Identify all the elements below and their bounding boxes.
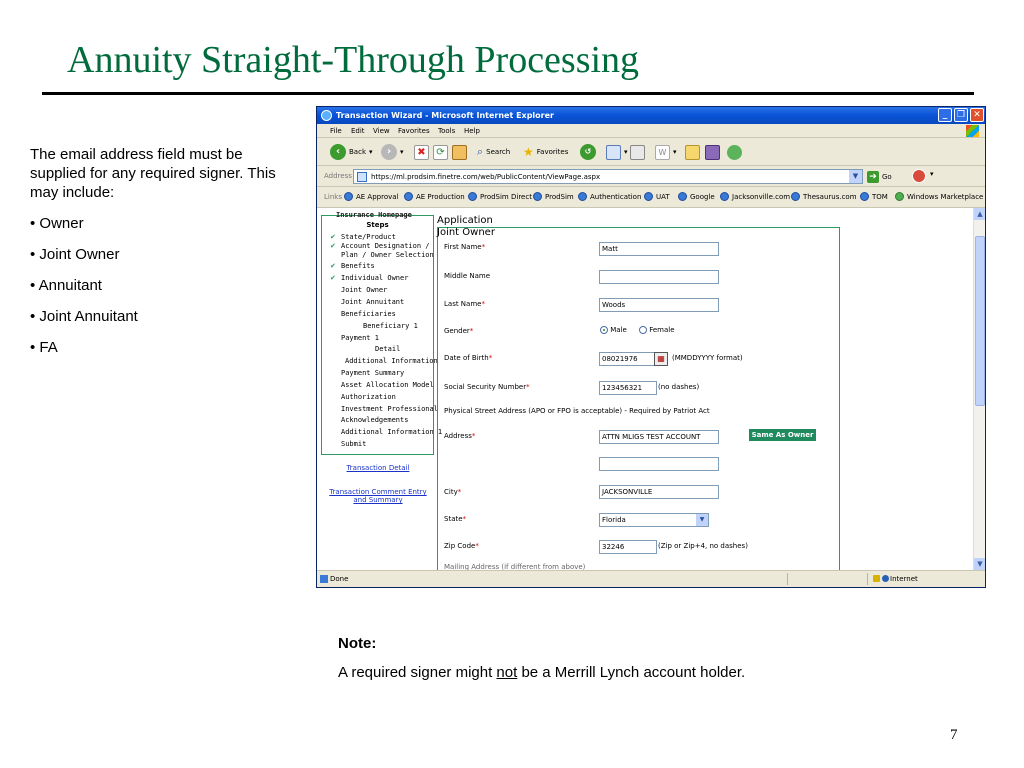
windows-logo-icon	[966, 125, 979, 137]
link-thesaurus[interactable]	[791, 192, 857, 201]
close-button[interactable]: ✕	[970, 108, 984, 122]
menu-favorites[interactable]: Favorites	[398, 127, 430, 135]
step-investment-professional[interactable]	[341, 405, 438, 414]
browser-window	[316, 106, 986, 588]
stop-button[interactable]	[414, 142, 429, 162]
dob-input[interactable]: 08021976	[599, 352, 655, 366]
status-divider	[787, 573, 788, 585]
internet-globe-icon	[882, 575, 889, 582]
address-bar	[317, 166, 985, 187]
step-acknowledgements[interactable]	[341, 416, 408, 425]
menu-file[interactable]: File	[330, 127, 342, 135]
standard-toolbar	[317, 138, 985, 166]
address-line1-input[interactable]: ATTN MLIGS TEST ACCOUNT	[599, 430, 719, 444]
address-input[interactable]	[353, 169, 863, 184]
calendar-icon[interactable]: ▦	[654, 352, 668, 366]
link-label: Jacksonville.com	[732, 192, 791, 201]
steps-heading: Steps	[366, 221, 389, 229]
checkmark-icon: ✔	[330, 262, 336, 270]
zip-input[interactable]: 32246	[599, 540, 657, 554]
label-text: Address	[444, 432, 472, 440]
mailing-address-label: Mailing Address (if different from above)	[444, 563, 586, 570]
search-label: Search	[486, 148, 511, 156]
vertical-scrollbar[interactable]	[973, 208, 985, 570]
history-button[interactable]	[580, 142, 596, 162]
menu-bar	[317, 124, 985, 138]
link-ae-production[interactable]	[404, 192, 465, 201]
gender-label	[444, 327, 473, 335]
label-text: State	[444, 515, 463, 523]
url-text: https://ml.prodsim.finetre.com/web/PublicContent/ViewPage.aspx	[371, 173, 601, 181]
chevron-down-icon[interactable]: ▼	[696, 514, 708, 526]
step-account-designation[interactable]	[330, 242, 430, 251]
state-value: Florida	[602, 516, 626, 524]
address-line2-input[interactable]	[599, 457, 719, 471]
refresh-button[interactable]	[433, 142, 448, 162]
security-zone-text: Internet	[890, 575, 918, 583]
link-label: Thesaurus.com	[803, 192, 857, 201]
favorites-button[interactable]	[523, 142, 568, 162]
step-label: Individual Owner	[341, 274, 409, 282]
link-authentication[interactable]	[578, 192, 641, 201]
extension-dropdown-icon[interactable]: ▾	[930, 170, 934, 178]
step-authorization[interactable]	[341, 393, 396, 402]
city-label	[444, 488, 461, 496]
step-detail[interactable]	[375, 345, 400, 354]
page-icon	[357, 172, 367, 182]
word-edit-icon: W	[655, 145, 670, 160]
page-number: 7	[950, 727, 958, 743]
ie-page-icon	[533, 192, 542, 201]
link-label: Windows Marketplace	[907, 192, 984, 201]
step-label: Beneficiaries	[341, 310, 396, 318]
messenger-icon	[727, 145, 742, 160]
label-text: Gender	[444, 327, 470, 335]
step-label: State/Product	[341, 233, 396, 241]
checkmark-icon: ✔	[330, 242, 336, 250]
step-joint-owner[interactable]	[341, 286, 387, 295]
ie-page-icon	[644, 192, 653, 201]
note-before: A required signer might	[338, 664, 497, 681]
status-text: Done	[330, 575, 349, 583]
step-asset-allocation-model[interactable]	[341, 381, 434, 390]
transaction-detail-link[interactable]: Transaction Detail	[346, 464, 410, 472]
link-label: AE Approval	[356, 192, 399, 201]
required-mark: *	[526, 383, 530, 391]
forward-dropdown-icon: ▾	[400, 148, 404, 156]
link-prodsim-direct[interactable]	[468, 192, 532, 201]
print-button[interactable]	[630, 142, 645, 162]
step-label: Investment Professional	[341, 405, 438, 413]
scroll-up-icon[interactable]: ▲	[974, 208, 985, 220]
back-button[interactable]	[330, 142, 373, 162]
step-additional-information[interactable]	[345, 357, 438, 366]
link-windows-marketplace[interactable]	[895, 192, 983, 201]
edit-button[interactable]	[655, 142, 677, 162]
scroll-thumb[interactable]	[975, 236, 985, 406]
link-label: TOM	[872, 192, 888, 201]
link-label: Google	[690, 192, 715, 201]
radio-selected-icon[interactable]	[600, 326, 608, 334]
folder-button[interactable]	[685, 142, 700, 162]
forward-arrow-icon: ›	[381, 144, 397, 160]
required-mark: *	[469, 327, 474, 335]
gender-female-option[interactable]	[639, 326, 675, 334]
research-button[interactable]	[705, 142, 720, 162]
required-mark: *	[471, 432, 476, 440]
menu-help[interactable]: Help	[464, 127, 480, 135]
step-additional-information-1[interactable]	[341, 428, 442, 437]
radio-empty-icon[interactable]	[639, 326, 647, 334]
scroll-down-icon[interactable]: ▼	[974, 558, 985, 570]
step-individual-owner[interactable]	[330, 274, 409, 283]
link-label: Authentication	[590, 192, 642, 201]
first-name-input[interactable]: Matt	[599, 242, 719, 256]
gender-male-option[interactable]	[600, 326, 627, 334]
address-label	[444, 432, 475, 440]
ie-page-icon	[404, 192, 413, 201]
link-prodsim[interactable]	[533, 192, 574, 201]
city-input[interactable]: JACKSONVILLE	[599, 485, 719, 499]
step-label: Plan / Owner Selection	[341, 251, 434, 259]
home-button[interactable]	[452, 142, 467, 162]
step-label: Asset Allocation Model	[341, 381, 434, 389]
step-label: Additional Information	[345, 357, 438, 365]
link-jacksonville[interactable]	[720, 192, 790, 201]
zip-hint: (Zip or Zip+4, no dashes)	[658, 542, 748, 550]
back-dropdown-icon: ▾	[369, 148, 373, 156]
ssn-label	[444, 383, 530, 391]
bullet-fa: • FA	[30, 339, 58, 356]
back-arrow-icon: ‹	[330, 144, 346, 160]
step-label: Acknowledgements	[341, 416, 409, 424]
ie-page-icon	[344, 192, 353, 201]
label-text: Zip Code	[444, 542, 476, 550]
bullet-joint-owner: • Joint Owner	[30, 246, 120, 263]
required-mark: *	[457, 488, 462, 496]
link-tom[interactable]	[860, 192, 888, 201]
step-label: Joint Owner	[341, 286, 388, 294]
insurance-homepage-heading: Insurance Homepage	[336, 211, 412, 219]
bullet-owner: • Owner	[30, 215, 84, 232]
link-google[interactable]	[678, 192, 715, 201]
last-name-input[interactable]: Woods	[599, 298, 719, 312]
edit-dropdown-icon: ▾	[673, 148, 677, 156]
menu-edit[interactable]: Edit	[351, 127, 365, 135]
label-text: First Name	[444, 243, 482, 251]
ssn-hint: (no dashes)	[658, 383, 700, 391]
dob-label	[444, 354, 492, 362]
comment-link-line-1: Transaction Comment Entry	[329, 488, 427, 496]
zip-label	[444, 542, 479, 550]
research-icon	[705, 145, 720, 160]
maximize-button[interactable]: ❐	[954, 108, 968, 122]
note-after: be a Merrill Lynch account holder.	[517, 664, 746, 681]
title-bar	[317, 107, 985, 124]
home-icon	[452, 145, 467, 160]
dob-format-hint: (MMDDYYYY format)	[672, 354, 743, 362]
step-state-product[interactable]	[330, 233, 396, 242]
checkmark-icon: ✔	[330, 233, 336, 241]
label-text: City	[444, 488, 458, 496]
application-heading: Application	[437, 215, 493, 226]
mail-dropdown-icon: ▾	[624, 148, 628, 156]
state-select[interactable]	[599, 513, 709, 527]
step-label: Detail	[375, 345, 401, 353]
step-payment-1[interactable]	[341, 334, 379, 343]
steps-panel	[321, 211, 443, 455]
middle-name-input[interactable]	[599, 270, 719, 284]
link-label: UAT	[656, 192, 670, 201]
required-mark: *	[488, 354, 493, 362]
minimize-button[interactable]: _	[938, 108, 952, 122]
patriot-act-note: Physical Street Address (APO or FPO is acceptable) - Required by Patriot Act	[444, 407, 710, 415]
page-status-icon	[320, 575, 328, 583]
forward-button[interactable]	[381, 142, 404, 162]
state-label	[444, 515, 466, 523]
label-text: Last Name	[444, 300, 482, 308]
ie-page-icon	[720, 192, 729, 201]
slide-title: Annuity Straight-Through Processing	[67, 39, 640, 81]
required-mark: *	[475, 542, 479, 550]
go-button[interactable]	[867, 171, 892, 183]
required-mark: *	[481, 300, 485, 308]
status-bar	[317, 570, 985, 587]
history-icon: ↺	[580, 144, 596, 160]
windows-marketplace-icon	[895, 192, 904, 201]
print-icon	[630, 145, 645, 160]
step-beneficiaries[interactable]	[341, 310, 396, 319]
bullet-annuitant: • Annuitant	[30, 277, 102, 294]
step-label: Submit	[341, 440, 367, 448]
refresh-icon: ⟳	[433, 145, 448, 160]
ssn-input[interactable]: 123456321	[599, 381, 657, 395]
checkmark-icon: ✔	[330, 274, 336, 282]
link-label: AE Production	[416, 192, 465, 201]
status-divider	[867, 573, 868, 585]
note-emphasis: not	[496, 664, 518, 681]
note-text	[338, 664, 745, 681]
link-label: ProdSim Direct	[480, 192, 532, 201]
step-label: Beneficiary 1	[363, 322, 418, 330]
last-name-label	[444, 300, 485, 308]
label-text: Social Security Number	[444, 383, 527, 391]
folder-icon	[685, 145, 700, 160]
same-as-owner-button[interactable]: Same As Owner	[749, 429, 816, 441]
link-uat[interactable]	[644, 192, 670, 201]
step-label: Account Designation /	[341, 242, 430, 250]
lock-icon	[873, 575, 880, 582]
note-title: Note:	[338, 635, 377, 652]
link-label: ProdSim	[545, 192, 574, 201]
address-dropdown-icon[interactable]: ▼	[849, 170, 862, 183]
step-payment-summary[interactable]	[341, 369, 404, 378]
ie-page-icon	[678, 192, 687, 201]
step-label: Benefits	[341, 262, 375, 270]
mail-icon	[606, 145, 621, 160]
step-benefits[interactable]	[330, 262, 375, 271]
bullet-joint-annuitant: • Joint Annuitant	[30, 308, 138, 325]
title-divider	[42, 92, 974, 95]
stop-icon: ✖	[414, 145, 429, 160]
mail-button[interactable]	[606, 142, 628, 162]
male-label: Male	[610, 326, 627, 334]
step-beneficiary-1[interactable]	[363, 322, 418, 331]
step-plan-owner-selection[interactable]	[341, 251, 434, 260]
step-submit[interactable]	[341, 440, 366, 449]
page-content	[317, 208, 985, 570]
search-icon: ⌕	[477, 145, 484, 158]
window-title: Transaction Wizard - Microsoft Internet Explorer	[336, 111, 554, 120]
search-button[interactable]	[477, 142, 510, 162]
ie-page-icon	[860, 192, 869, 201]
go-arrow-icon: ➔	[867, 171, 879, 183]
intro-text: The email address field must be supplied for any required signer. This may include:	[30, 146, 276, 201]
required-mark: *	[481, 243, 486, 251]
links-label: Links	[324, 193, 342, 201]
first-name-label	[444, 243, 485, 251]
female-label: Female	[649, 326, 675, 334]
ie-logo-icon	[321, 110, 332, 121]
transaction-comment-link[interactable]	[320, 488, 436, 504]
toolbar-extension-icon[interactable]	[912, 169, 926, 183]
step-label: Payment Summary	[341, 369, 405, 377]
menu-view[interactable]: View	[373, 127, 390, 135]
address-label: Address	[324, 172, 352, 180]
step-label: Additional Information 1	[341, 428, 443, 436]
go-label: Go	[882, 173, 892, 181]
favorites-label: Favorites	[536, 148, 569, 156]
back-label: Back	[349, 148, 366, 156]
step-label: Payment 1	[341, 334, 379, 342]
required-mark: *	[462, 515, 467, 523]
link-ae-approval[interactable]	[344, 192, 399, 201]
menu-tools[interactable]: Tools	[438, 127, 456, 135]
star-icon: ★	[523, 145, 534, 159]
label-text: Date of Birth	[444, 354, 489, 362]
step-label: Joint Annuitant	[341, 298, 405, 306]
ie-page-icon	[578, 192, 587, 201]
ie-page-icon	[791, 192, 800, 201]
ie-page-icon	[468, 192, 477, 201]
signer-bullet-list	[30, 214, 138, 369]
middle-name-label: Middle Name	[444, 272, 490, 280]
step-label: Authorization	[341, 393, 396, 401]
step-joint-annuitant[interactable]	[341, 298, 404, 307]
joint-owner-heading: Joint Owner	[437, 227, 495, 238]
comment-link-line-2: and Summary	[353, 496, 403, 504]
links-bar	[317, 187, 985, 208]
messenger-button[interactable]	[727, 142, 742, 162]
